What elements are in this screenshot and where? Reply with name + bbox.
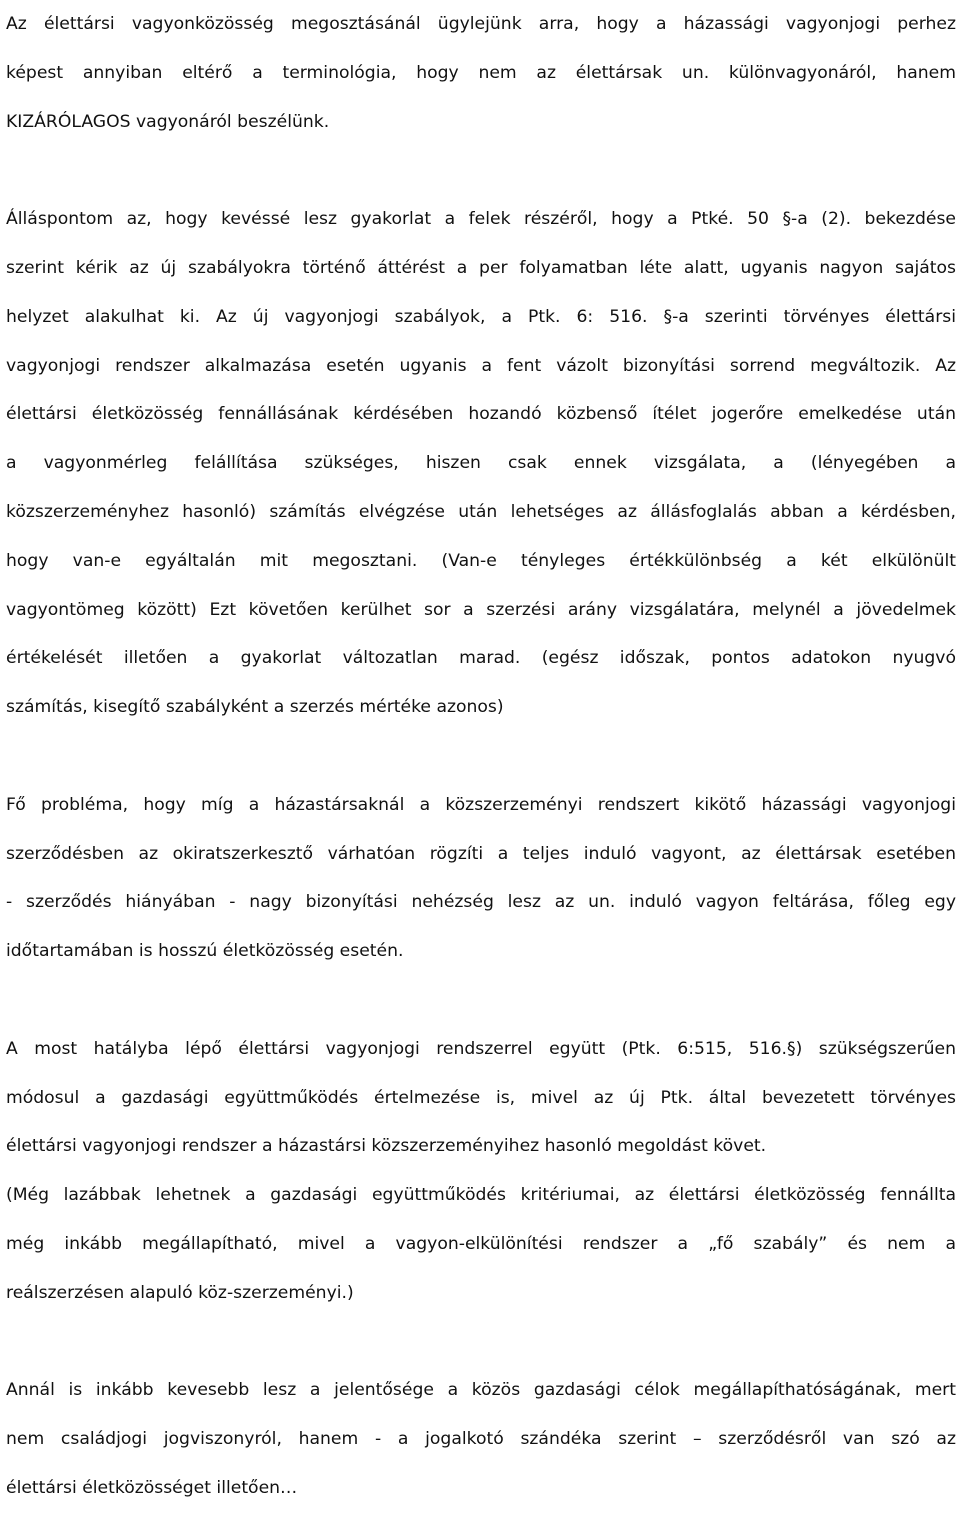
paragraph-3 bbox=[6, 781, 956, 976]
text-line: KIZÁRÓLAGOS vagyonáról beszélünk. bbox=[6, 111, 330, 132]
paragraph-gap bbox=[6, 732, 956, 781]
paragraph-5 bbox=[6, 1366, 956, 1512]
text-line: Az élettársi vagyonközösség megosztásánál ügylejünk arra, hogy a házassági vagyonjogi perhez bbox=[6, 14, 956, 34]
text-line: értékelését illetően a gyakorlat változatlan marad. (egész időszak, pontos adatokon nyugvó bbox=[6, 648, 956, 669]
text-line: vagyonjogi rendszer alkalmazása esetén ugyanis a fent vázolt bizonyítási sorrend megváltozik. Az bbox=[6, 355, 956, 376]
text-line: (Még lazábbak lehetnek a gazdasági együttműködés kritériumai, az élettársi életközösség fennállta bbox=[6, 1185, 956, 1206]
text-line: időtartamában is hosszú életközösség esetén. bbox=[6, 941, 404, 962]
text-line: nem családjogi jogviszonyról, hanem - a jogalkotó szándéka szerint – szerződésről van szó az bbox=[6, 1429, 956, 1450]
document-page bbox=[6, 0, 956, 1513]
paragraph-gap bbox=[6, 976, 956, 1025]
text-line: Fő probléma, hogy míg a házastársaknál a közszerzeményi rendszert kikötő házassági vagyonjogi bbox=[6, 794, 956, 815]
text-line: - szerződés hiányában - nagy bizonyítási nehézség lesz az un. induló vagyon feltárása, főleg egy bbox=[6, 892, 956, 913]
text-line: hogy van-e egyáltalán mit megosztani. (Van-e tényleges értékkülönbség a két elkülönült bbox=[6, 550, 956, 571]
text-line: szerint kérik az új szabályokra történő áttérést a per folyamatban léte alatt, ugyanis nagyon sajátos bbox=[6, 257, 956, 278]
text-line: élettársi életközösség fennállásának kérdésében hozandó közbenső ítélet jogerőre emelkedése után bbox=[6, 404, 956, 425]
text-line: még inkább megállapítható, mivel a vagyon-elkülönítési rendszer a „fő szabály” és nem a bbox=[6, 1233, 956, 1254]
paragraph-gap bbox=[6, 146, 956, 195]
text-line: A most hatályba lépő élettársi vagyonjogi rendszerrel együtt (Ptk. 6:515, 516.§) szükségszerűen bbox=[6, 1038, 956, 1059]
text-line: közszerzeményhez hasonló) számítás elvégzése után lehetséges az állásfoglalás abban a kérdésben, bbox=[6, 501, 956, 522]
text-line: élettársi vagyonjogi rendszer a házastársi közszerzeményihez hasonló megoldást követ. bbox=[6, 1136, 767, 1157]
paragraph-2 bbox=[6, 195, 956, 732]
text-line: szerződésben az okiratszerkesztő várhatóan rögzíti a teljes induló vagyont, az élettársak esetében bbox=[6, 843, 956, 864]
paragraph-gap bbox=[6, 1318, 956, 1367]
text-line: a vagyonmérleg felállítása szükséges, hiszen csak ennek vizsgálata, a (lényegében a bbox=[6, 453, 956, 474]
text-line: számítás, kisegítő szabályként a szerzés mértéke azonos) bbox=[6, 697, 504, 718]
text-line: helyzet alakulhat ki. Az új vagyonjogi szabályok, a Ptk. 6: 516. §-a szerinti törvényes élettársi bbox=[6, 306, 956, 327]
text-line: Álláspontom az, hogy kevéssé lesz gyakorlat a felek részéről, hogy a Ptké. 50 §-a (2). bekezdése bbox=[6, 209, 956, 230]
text-line: Annál is inkább kevesebb lesz a jelentősége a közös gazdasági célok megállapíthatóságának, mert bbox=[6, 1380, 956, 1401]
text-line: módosul a gazdasági együttműködés értelmezése is, mivel az új Ptk. által bevezetett törvényes bbox=[6, 1087, 956, 1108]
text-line: élettársi életközösséget illetően… bbox=[6, 1477, 298, 1498]
paragraph-4 bbox=[6, 1025, 956, 1318]
text-line: képest annyiban eltérő a terminológia, hogy nem az élettársak un. különvagyonáról, hanem bbox=[6, 62, 956, 83]
paragraph-1 bbox=[6, 0, 956, 146]
text-line: vagyontömeg között) Ezt követően kerülhet sor a szerzési arány vizsgálatára, melynél a jövedelmek bbox=[6, 599, 956, 620]
text-line: reálszerzésen alapuló köz-szerzeményi.) bbox=[6, 1282, 354, 1303]
